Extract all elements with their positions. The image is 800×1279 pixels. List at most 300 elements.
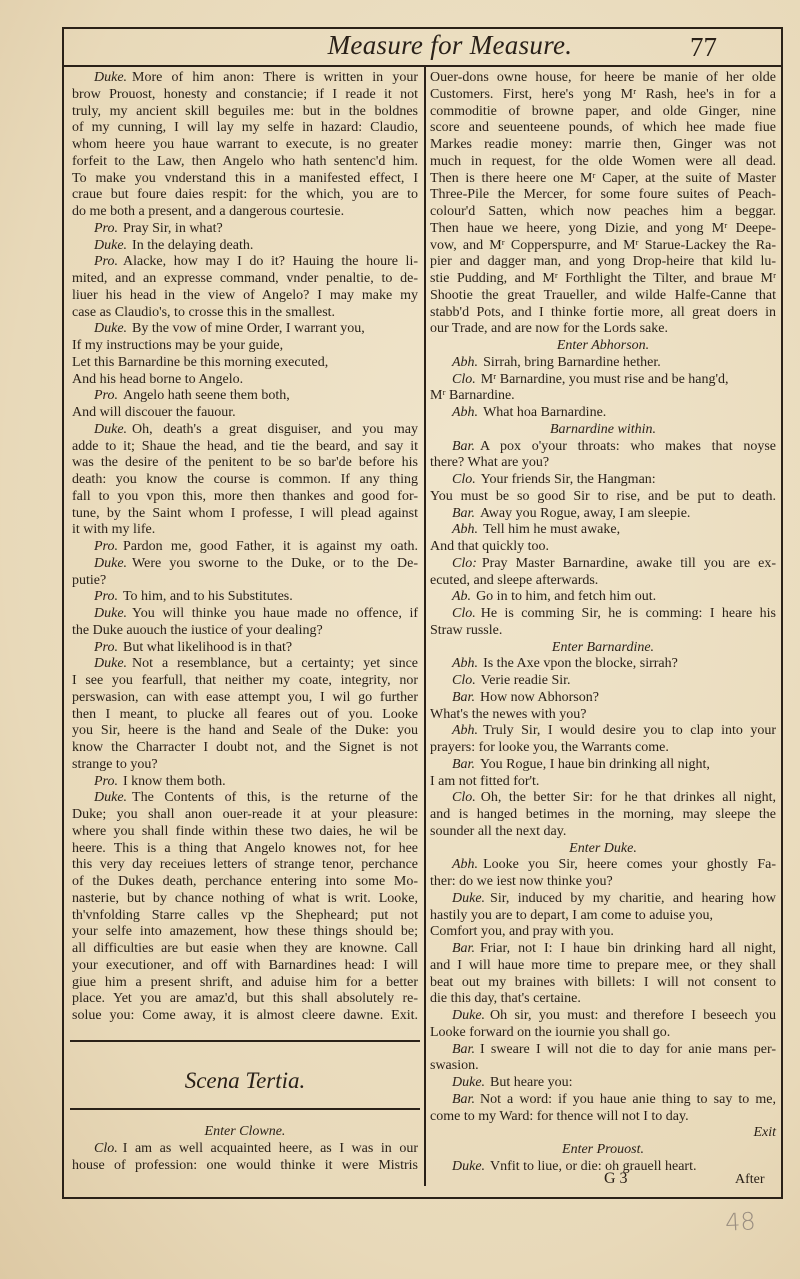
line-text: Verie readie Sir. — [480, 673, 571, 688]
line-text: truly, my ancient skill beguiles me: but in the boldnes — [72, 103, 418, 119]
line-text: die this day, that's certaine. — [430, 991, 581, 1007]
text-line — [430, 924, 776, 941]
stage-direction — [430, 1125, 776, 1142]
text-line — [72, 757, 418, 774]
line-text: Oh, the better Sir: for he that drinkes all night, — [480, 790, 776, 806]
line-text: this very day receiues letters of strange tenor, perchance — [72, 857, 418, 873]
line-text: vow, and Mʳ Copperspurre, and Mʳ Starue-Lackey the Ra- — [430, 237, 776, 253]
catchword: After — [735, 1172, 765, 1187]
line-text: know the Charracter I doubt not, and the Signet is not — [72, 740, 418, 755]
text-line — [430, 1075, 776, 1092]
text-line — [430, 204, 776, 221]
line-text: Were you sworne to the Duke, or to the De- — [132, 555, 418, 571]
line-text: of the Dukes death, perchance entering into some Mo- — [72, 874, 418, 889]
text-line — [430, 388, 776, 405]
text-line — [430, 757, 776, 774]
line-text: Vnfit to liue, or die: oh grauell heart. — [490, 1158, 697, 1174]
text-line — [430, 707, 776, 724]
speaker-name: Bar. — [452, 1041, 475, 1057]
text-line — [430, 740, 776, 757]
speaker-name: Abh. — [452, 405, 479, 420]
line-text: heere. This is a thing that Angelo knowes not, for hee — [72, 840, 418, 856]
line-text: Enter Abhorson. — [556, 338, 650, 353]
line-text: Duke; you shall anon ouer-reade it at your pleasure: — [72, 807, 418, 822]
line-text: colour'd Satten, which now peaches him a beggar. — [430, 204, 776, 219]
header-rule — [62, 65, 783, 67]
text-line — [430, 1159, 776, 1176]
line-text: What's the newes with you? — [430, 706, 587, 722]
text-line — [430, 305, 776, 322]
text-line — [72, 690, 418, 707]
speaker-name: Abh. — [452, 354, 479, 370]
line-text: putie? — [72, 572, 107, 588]
text-line — [72, 908, 418, 925]
text-line — [72, 70, 418, 87]
speaker-name: Clo: — [452, 555, 477, 571]
line-text: death: you know the course is common. If any thing — [72, 472, 418, 487]
line-text: You will thinke you haue made no offence, if — [132, 606, 418, 621]
line-text: He is comming Sir, he is comming: I heare his — [480, 606, 776, 621]
right-column — [430, 70, 776, 1176]
line-text: was the desire of the penitent to be so bar'de before his — [72, 455, 418, 471]
text-line — [72, 455, 418, 472]
text-line — [430, 908, 776, 925]
text-line — [72, 388, 418, 405]
line-text: place. Yet you are amaz'd, but this shall absolutely re- — [72, 991, 418, 1007]
text-line — [72, 338, 418, 355]
text-line — [72, 941, 418, 958]
text-line — [430, 774, 776, 791]
line-text: nasterie, but by chance nothing of what is writ. Looke, — [72, 890, 418, 906]
speaker-name: Bar. — [452, 438, 475, 454]
text-line — [72, 589, 418, 606]
line-text: But heare you: — [490, 1075, 573, 1090]
line-text: of my cunning, I will lay my selfe in hazard: Claudio, — [72, 120, 418, 136]
text-line — [72, 489, 418, 506]
text-line — [72, 707, 418, 724]
line-text: Looke you Sir, heere comes your ghostly Fa- — [483, 857, 776, 873]
text-line — [72, 874, 418, 891]
line-text: Mʳ Barnardine. — [430, 388, 515, 404]
line-text: Alacke, how may I do it? Hauing the houre li- — [122, 254, 418, 270]
text-line — [430, 120, 776, 137]
text-line — [430, 807, 776, 824]
text-line — [430, 790, 776, 807]
text-line — [72, 623, 418, 640]
stage-direction — [430, 1142, 776, 1159]
line-text: prayers: for looke you, the Warrants come. — [430, 740, 669, 755]
line-text: tune, by the Saint whom I professe, I will plead against — [72, 505, 418, 521]
line-text: the Duke auouch the iustice of your dealing? — [72, 622, 323, 638]
line-text: craue but foure daies respit: for the which, you are to — [72, 187, 418, 203]
line-text: Angelo hath seene them both, — [122, 388, 290, 404]
text-line — [430, 824, 776, 841]
line-text: our Trade, and are now for the Lords sake. — [430, 321, 668, 337]
line-text: Enter Prouost. — [562, 1142, 644, 1157]
speaker-name: Clo. — [94, 1140, 118, 1156]
scene-rule-top — [70, 1040, 420, 1042]
line-text: Enter Duke. — [569, 840, 637, 856]
column-divider — [424, 66, 426, 1186]
text-line — [430, 690, 776, 707]
text-line — [72, 807, 418, 824]
speaker-name: Bar. — [452, 1091, 475, 1107]
stage-direction — [430, 422, 776, 439]
text-line — [430, 439, 776, 456]
text-line — [430, 891, 776, 908]
speaker-name: Abh. — [452, 857, 479, 873]
line-text: Enter Clowne. — [204, 1124, 286, 1139]
text-line — [430, 405, 776, 422]
speaker-name: Clo. — [452, 673, 476, 688]
text-line — [72, 271, 418, 288]
text-line — [430, 321, 776, 338]
line-text: Three-Pile the Mercer, for some foure suites of Peach- — [430, 187, 776, 203]
stage-direction — [430, 338, 776, 355]
text-line — [72, 975, 418, 992]
line-text: More of him anon: There is written in your — [132, 70, 418, 85]
speaker-name: Duke. — [94, 656, 128, 672]
text-line — [430, 171, 776, 188]
line-text: do me both a present, and a dangerous courtesie. — [72, 204, 345, 219]
speaker-name: Bar. — [452, 689, 475, 705]
speaker-name: Pro. — [94, 639, 118, 655]
line-text: Sir, induced by my charitie, and hearing how — [490, 890, 776, 906]
text-line — [72, 573, 418, 590]
text-line — [430, 656, 776, 673]
stage-direction — [430, 841, 776, 858]
line-text: all difficulties are but easie when they are knowne. Call — [72, 941, 418, 956]
speaker-name: Pro. — [94, 539, 118, 554]
line-text: And that quickly too. — [430, 539, 549, 554]
text-line — [72, 790, 418, 807]
speaker-name: Pro. — [94, 388, 118, 404]
line-text: commoditie of browne paper, and olde Ginger, nine — [430, 103, 776, 119]
text-line — [430, 489, 776, 506]
text-line — [72, 539, 418, 556]
text-line — [430, 455, 776, 472]
line-text: But what likelihood is in that? — [122, 639, 293, 655]
line-text: mited, and an expresse command, vnder penaltie, to de- — [72, 271, 418, 286]
text-line — [430, 271, 776, 288]
text-line — [430, 1092, 776, 1109]
line-text: And his head borne to Angelo. — [72, 371, 244, 387]
speaker-name: Clo. — [452, 606, 476, 621]
line-text: your selfe into amazement, how these things should be; — [72, 924, 418, 940]
text-line — [72, 1008, 418, 1025]
text-line — [72, 506, 418, 523]
line-text: ecuted, and sleepe afterwards. — [430, 572, 599, 588]
text-line — [72, 372, 418, 389]
left-column — [72, 70, 418, 1025]
text-line — [72, 305, 418, 322]
text-line — [430, 1058, 776, 1075]
line-text: beat out my braines with billets: I will not consent to — [430, 974, 776, 990]
speaker-name: Bar. — [452, 941, 475, 956]
text-line — [72, 321, 418, 338]
speaker-name: Duke. — [452, 1008, 486, 1023]
speaker-name: Duke. — [94, 421, 128, 437]
text-line — [72, 238, 418, 255]
text-line — [430, 573, 776, 590]
line-text: Not a word: if you haue anie thing to say to me, — [479, 1091, 776, 1107]
text-line — [430, 1025, 776, 1042]
text-line — [72, 640, 418, 657]
line-text: I am as well acquainted heere, as I was in our — [122, 1140, 418, 1156]
text-line — [72, 857, 418, 874]
stage-direction — [430, 640, 776, 657]
line-text: stie Pudding, and Mʳ Forthlight the Tilter, and braue Mʳ — [430, 271, 776, 286]
line-text: I know them both. — [122, 773, 226, 789]
text-line — [430, 506, 776, 523]
line-text: I sweare I will not die to day for anie mans per- — [479, 1041, 776, 1057]
line-text: Oh sir, you must: and therefore I beseech you — [490, 1008, 776, 1023]
speaker-name: Clo. — [452, 790, 476, 806]
text-line — [72, 187, 418, 204]
line-text: Not a resemblance, but a certainty; yet since — [132, 656, 418, 672]
text-line — [430, 874, 776, 891]
text-line — [430, 70, 776, 87]
text-line — [72, 422, 418, 439]
text-line — [72, 472, 418, 489]
speaker-name: Duke. — [94, 237, 128, 253]
line-text: you Sir, heere is the hand and Seale of the Duke: you — [72, 723, 418, 739]
speaker-name: Ab. — [452, 589, 472, 605]
line-text: Straw russle. — [430, 622, 503, 638]
line-text: Friar, not I: I haue bin drinking hard all night, — [479, 941, 776, 956]
line-text: Ouer-dons owne house, for heere be manie of her olde — [430, 70, 776, 85]
line-text: Markes readie money: marrie then, Ginger was not — [430, 137, 776, 152]
text-line — [72, 958, 418, 975]
text-line — [72, 120, 418, 137]
left-column-scene — [72, 1124, 418, 1174]
line-text: your executioner, and off with Barnardines head: I will — [72, 957, 418, 973]
text-line — [72, 991, 418, 1008]
speaker-name: Clo. — [452, 371, 476, 387]
line-text: whom heere you haue warrant to execute, is no greater — [72, 137, 418, 152]
line-text: Exit — [753, 1125, 776, 1141]
line-text: ther: do we iest now thinke you? — [430, 874, 613, 889]
line-text: house of profession: one would thinke it were Mistris — [72, 1157, 418, 1173]
speaker-name: Pro. — [94, 220, 118, 236]
speaker-name: Duke. — [94, 70, 128, 85]
speaker-name: Abh. — [452, 656, 479, 672]
line-text: fall to you vpon this, more then thankes and good for- — [72, 488, 418, 504]
line-text: sounder all the next day. — [430, 823, 567, 839]
line-text: To him, and to his Substitutes. — [122, 589, 293, 605]
speaker-name: Duke. — [94, 321, 128, 337]
line-text: Pray Master Barnardine, awake till you are ex- — [481, 555, 776, 571]
line-text: Pray Sir, in what? — [122, 220, 223, 236]
text-line — [430, 104, 776, 121]
line-text: I see you fearfull, that neither my coate, integrity, nor — [72, 673, 418, 688]
speaker-name: Duke. — [94, 606, 128, 621]
line-text: solue you: Come away, it is almost cleere dawne. Exit. — [72, 1008, 418, 1023]
line-text: swasion. — [430, 1058, 479, 1074]
text-line — [430, 522, 776, 539]
text-line — [430, 372, 776, 389]
text-line — [72, 824, 418, 841]
speaker-name: Abh. — [452, 522, 479, 538]
text-line — [430, 1042, 776, 1059]
speaker-name: Clo. — [452, 472, 476, 487]
line-text: liuer his head in the view of Angelo? I may make my — [72, 287, 418, 303]
signature-mark: G 3 — [604, 1170, 628, 1187]
text-line — [72, 522, 418, 539]
text-line — [430, 556, 776, 573]
line-text: brow Prouost, honesty and constancie; if I reade it not — [72, 86, 418, 102]
speaker-name: Duke. — [452, 890, 486, 906]
text-line — [430, 539, 776, 556]
text-line — [72, 221, 418, 238]
page-number: 77 — [690, 32, 717, 62]
line-text: Then is there heere one Mʳ Caper, at the suite of Master — [430, 170, 776, 186]
line-text: Enter Barnardine. — [551, 639, 655, 655]
line-text: You Rogue, I haue bin drinking all night, — [479, 756, 710, 772]
line-text: What hoa Barnardine. — [483, 405, 607, 420]
line-text: Then haue we heere, yong Dizie, and yong Mʳ Deepe- — [430, 220, 776, 236]
text-line — [72, 556, 418, 573]
text-line — [72, 891, 418, 908]
line-text: Oh, death's a great disguiser, and you may — [132, 421, 418, 437]
line-text: How now Abhorson? — [479, 689, 599, 705]
speaker-name: Bar. — [452, 756, 475, 772]
speaker-name: Abh. — [452, 723, 479, 739]
text-line — [72, 740, 418, 757]
text-line — [72, 137, 418, 154]
text-line — [72, 405, 418, 422]
text-line — [72, 171, 418, 188]
text-line — [72, 774, 418, 791]
text-line — [72, 355, 418, 372]
line-text: Sirrah, bring Barnardine hether. — [483, 354, 661, 370]
line-text: Go in to him, and fetch him out. — [476, 589, 657, 605]
text-line — [430, 254, 776, 271]
text-line — [430, 87, 776, 104]
line-text: case as Claudio's, to crosse this in the smallest. — [72, 304, 336, 320]
text-line — [72, 87, 418, 104]
text-line — [430, 238, 776, 255]
line-text: And will discouer the fauour. — [72, 405, 236, 420]
line-text: perswasion, can with ease attempt you, I wil go further — [72, 689, 418, 705]
line-text: The Contents of this, is the returne of the — [132, 790, 418, 806]
line-text: where you shall finde within these two daies, he wil be — [72, 823, 418, 839]
top-rule — [62, 27, 783, 29]
running-title: Measure for Measure. — [327, 30, 573, 60]
text-line — [430, 187, 776, 204]
speaker-name: Duke. — [452, 1158, 486, 1174]
line-text: If my instructions may be your guide, — [72, 338, 284, 353]
line-text: By the vow of mine Order, I warrant you, — [132, 321, 365, 337]
line-text: Customers. First, here's yong Mʳ Rash, hee's in for a — [430, 86, 776, 102]
bottom-rule — [62, 1197, 783, 1199]
stage-direction — [72, 1124, 418, 1141]
speaker-name: Bar. — [452, 505, 475, 521]
text-line — [72, 439, 418, 456]
line-text: Truly Sir, I would desire you to clap into your — [483, 723, 776, 739]
text-line — [72, 1158, 418, 1175]
text-line — [430, 355, 776, 372]
line-text: come to my Ward: for thence will not I to day. — [430, 1108, 689, 1124]
line-text: and I will haue more time to prepare mee, or they shall — [430, 957, 776, 973]
line-text: forfeit to the Law, then Angelo who hath sentenc'd him. — [72, 153, 418, 169]
line-text: Is the Axe vpon the blocke, sirrah? — [483, 656, 678, 672]
line-text: Shootie the great Traueller, and wilde Halfe-Canne that — [430, 287, 776, 303]
line-text: A pox o'your throats: who makes that noyse — [479, 438, 776, 454]
text-line — [430, 288, 776, 305]
line-text: Comfort you, and pray with you. — [430, 924, 614, 940]
text-line — [72, 254, 418, 271]
text-line — [430, 975, 776, 992]
scene-rule-bottom — [70, 1108, 420, 1110]
text-line — [430, 472, 776, 489]
line-text: Away you Rogue, away, I am sleepie. — [479, 505, 691, 521]
text-line — [430, 673, 776, 690]
text-line — [430, 1109, 776, 1126]
text-line — [430, 154, 776, 171]
speaker-name: Pro. — [94, 773, 118, 789]
line-text: score and seuenteene pounds, of which hee made fiue — [430, 120, 776, 136]
line-text: I am not fitted for't. — [430, 773, 540, 789]
text-line — [72, 154, 418, 171]
line-text: it with my life. — [72, 522, 156, 538]
text-line — [430, 623, 776, 640]
left-border — [62, 27, 64, 1199]
line-text: strange to you? — [72, 756, 158, 772]
text-line — [430, 589, 776, 606]
right-border — [781, 27, 783, 1199]
line-text: pier and dagger man, and yong Drop-heire that kild lu- — [430, 254, 776, 270]
line-text: Looke forward on the iournie you shall go. — [430, 1024, 671, 1040]
line-text: much in request, for the olde Women were all dead. — [430, 153, 776, 169]
text-line — [430, 723, 776, 740]
text-line — [72, 841, 418, 858]
text-line — [430, 857, 776, 874]
line-text: Mʳ Barnardine, you must rise and be hang'd, — [480, 371, 729, 387]
line-text: adde to it; Shaue the head, and tie the beard, and say it — [72, 438, 418, 454]
text-line — [72, 723, 418, 740]
text-line — [72, 288, 418, 305]
speaker-name: Duke. — [452, 1075, 486, 1090]
speaker-name: Duke. — [94, 555, 128, 571]
line-text: Let this Barnardine be this morning executed, — [72, 354, 329, 370]
text-line — [430, 221, 776, 238]
line-text: stabb'd Pots, and I thinke fortie more, all great doers in — [430, 304, 776, 320]
text-line — [72, 673, 418, 690]
line-text: In the delaying death. — [132, 237, 254, 253]
line-text: giue him a present shrift, and aduise him for a better — [72, 974, 418, 990]
line-text: there? What are you? — [430, 455, 550, 471]
line-text: then I meant, to plucke all feares out of you. Looke — [72, 706, 418, 722]
text-line — [72, 924, 418, 941]
text-line — [72, 656, 418, 673]
line-text: To make you vnderstand this in a manifested effect, I — [72, 170, 418, 186]
pencil-folio-number: 48 — [724, 1207, 757, 1237]
line-text: You must be so good Sir to rise, and be put to death. — [430, 488, 776, 504]
text-line — [430, 941, 776, 958]
text-line — [72, 606, 418, 623]
text-line — [430, 991, 776, 1008]
scene-heading: Scena Tertia. — [184, 1068, 306, 1093]
text-line — [72, 204, 418, 221]
text-line — [430, 606, 776, 623]
line-text: Your friends Sir, the Hangman: — [480, 472, 656, 487]
speaker-name: Pro. — [94, 589, 118, 605]
speaker-name: Duke. — [94, 790, 128, 806]
line-text: hastily you are to depart, I am come to aduise you, — [430, 907, 714, 923]
line-text: Barnardine within. — [549, 421, 657, 437]
text-line — [72, 104, 418, 121]
